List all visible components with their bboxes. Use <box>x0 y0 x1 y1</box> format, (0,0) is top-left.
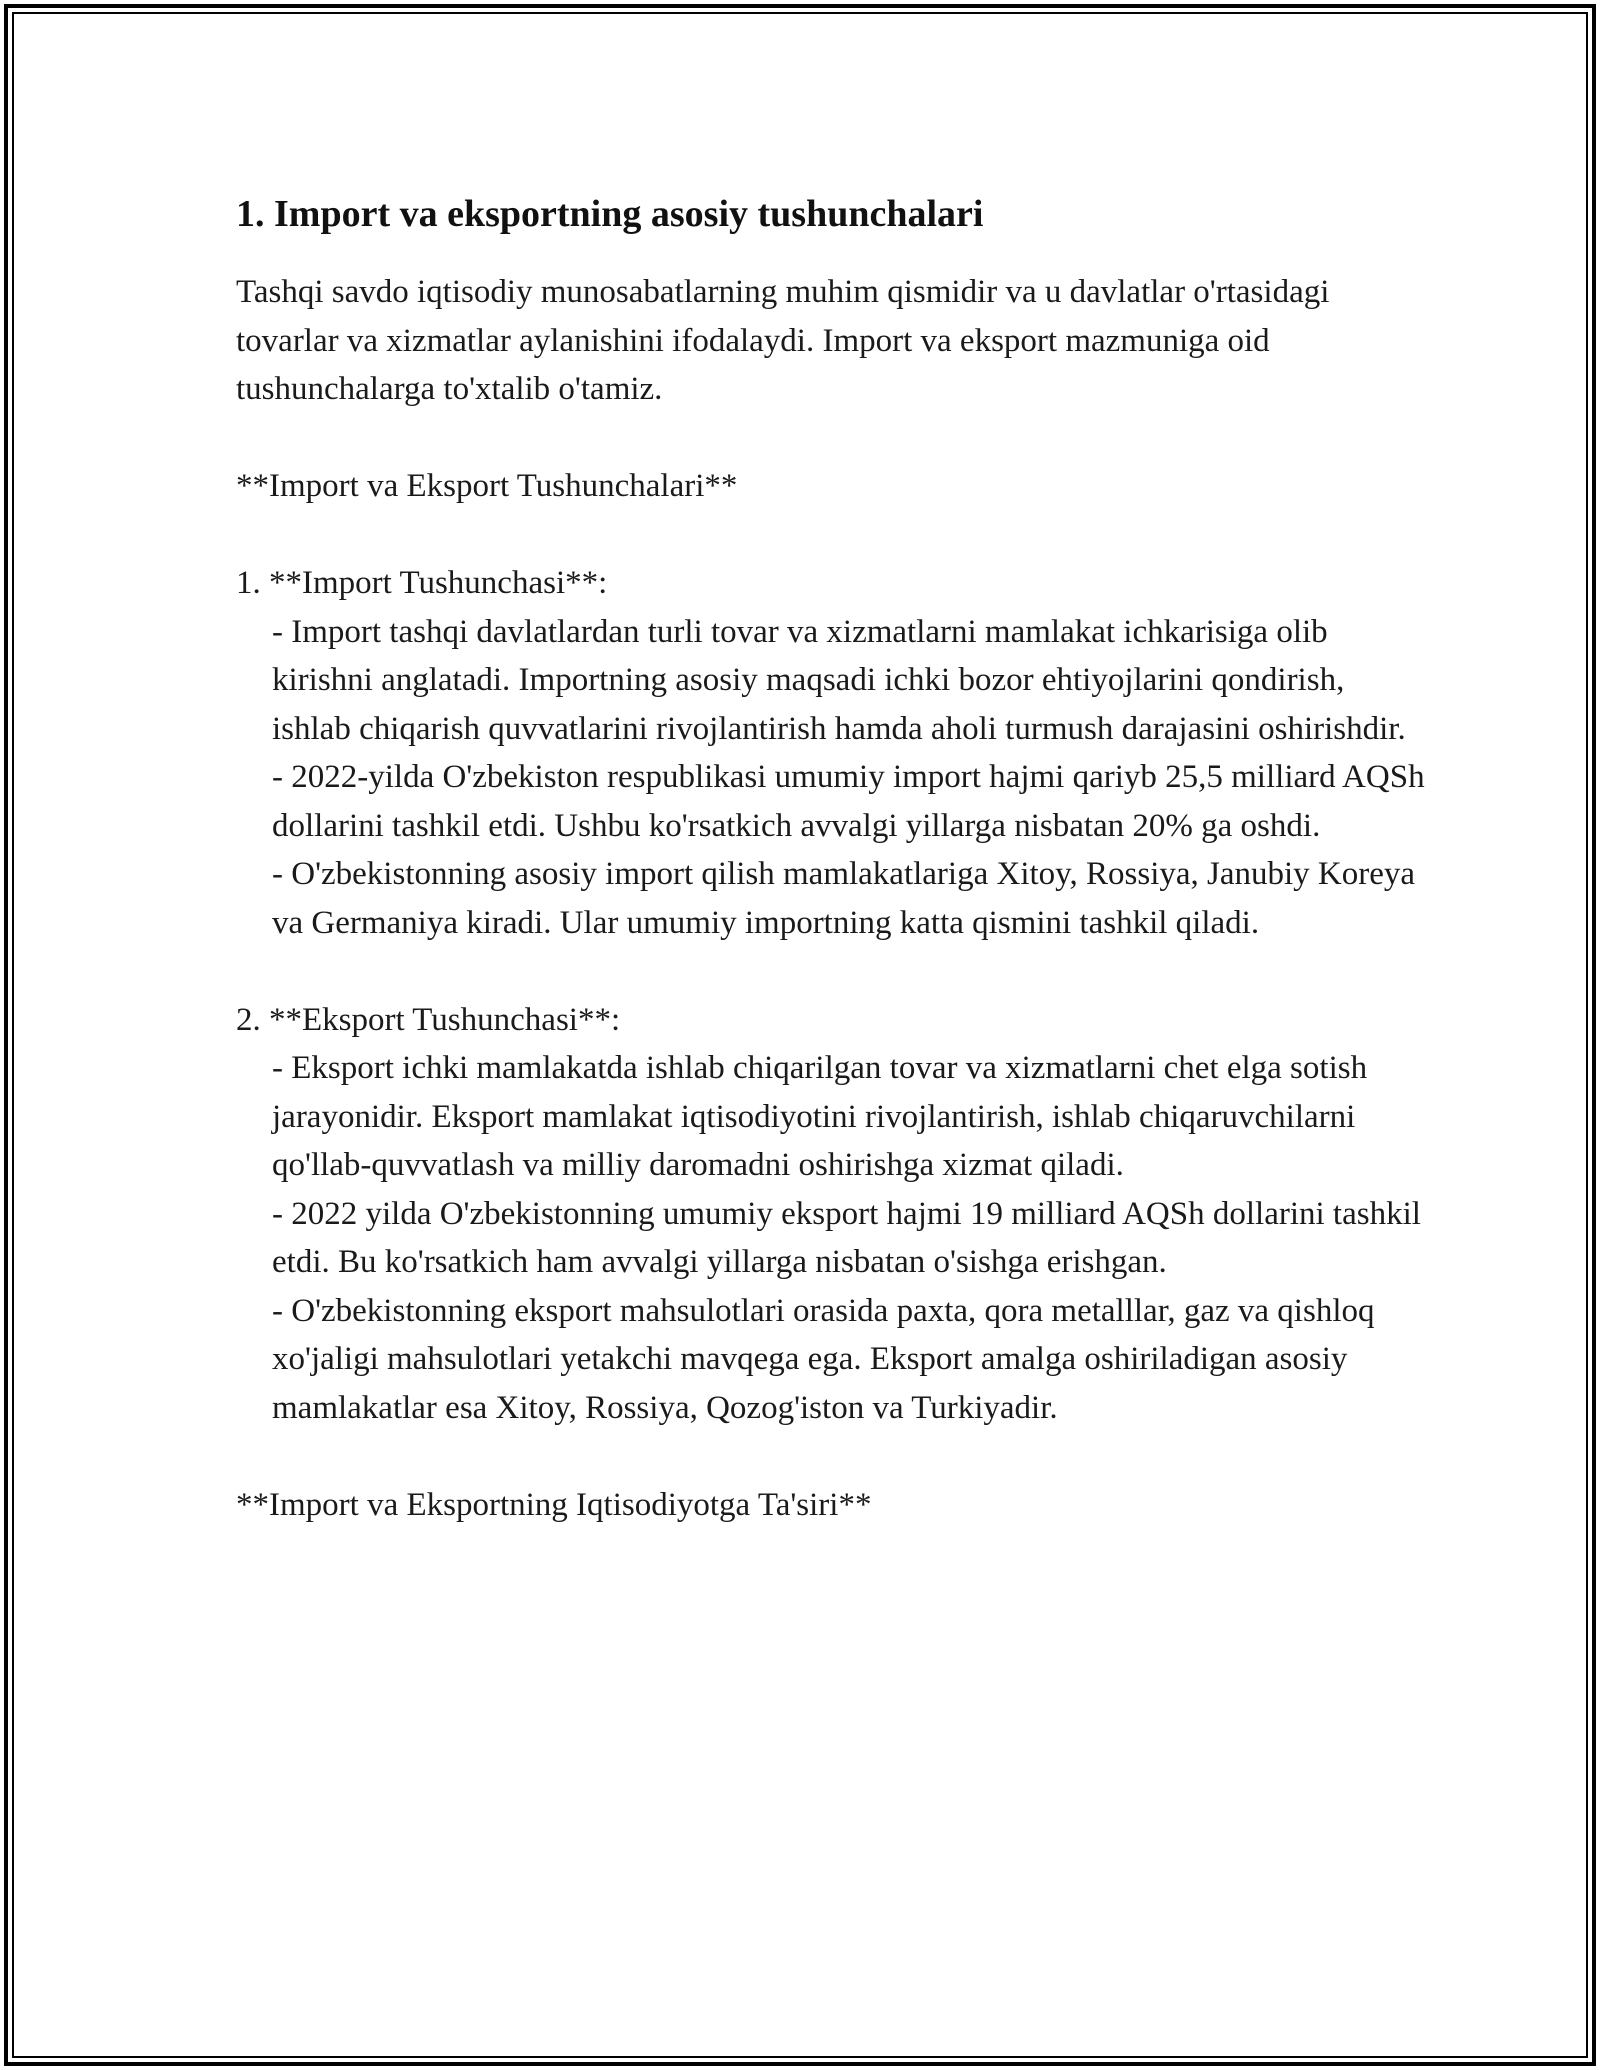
import-title: 1. **Import Tushunchasi**: <box>236 565 608 601</box>
export-title: 2. **Eksport Tushunchasi**: <box>236 1001 621 1038</box>
document-body <box>236 186 1433 1529</box>
intro-paragraph: Tashqi savdo iqtisodiy munosabatlarning muhim qismidir va u davlatlar o'rtasidagi tovarlar va xizmatlar aylanishini ifodalaydi. Import va eksport mazmuniga oid tushunchalarga to'xtalib o'tamiz. <box>236 274 1338 407</box>
export-item: - O'zbekistonning eksport mahsulotlari orasida paxta, qora metalllar, gaz va qishloq xo'jaligi mahsulotlari yetakchi mavqega ega. Eksport amalga oshiriladigan asosiy mamlakatlar esa Xitoy, Rossiya, Qozog'iston va Turkiyadir. <box>272 1292 1383 1426</box>
export-item: - 2022 yilda O'zbekistonning umumiy eksport hajmi 19 milliard AQSh dollarini tashkil etdi. Bu ko'rsatkich ham avvalgi yillarga nisbatan o'sishga erishgan. <box>272 1195 1430 1280</box>
import-item: - O'zbekistonning asosiy import qilish mamlakatlariga Xitoy, Rossiya, Janubiy Koreya va Germaniya kiradi. Ular umumiy importning katta qismini tashkil qiladi. <box>272 856 1424 941</box>
page-heading: 1. Import va eksportning asosiy tushunchalari <box>236 193 984 235</box>
section-title: **Import va Eksport Tushunchalari** <box>236 468 738 504</box>
import-item: - Import tashqi davlatlardan turli tovar va xizmatlarni mamlakat ichkarisiga olib kirishni anglatadi. Importning asosiy maqsadi ichki bozor ehtiyojlarini qondirish, ishlab chiqarish quvvatlarini rivojlantirish hamda aholi turmush darajasini oshirishdir. <box>272 613 1406 747</box>
import-item: - 2022-yilda O'zbekiston respublikasi umumiy import hajmi qariyb 25,5 milliard AQSh dollarini tashkil etdi. Ushbu ko'rsatkich avvalgi yillarga nisbatan 20% ga oshdi. <box>272 759 1433 844</box>
closing-title: **Import va Eksportning Iqtisodiyotga Ta'siri** <box>236 1486 872 1523</box>
export-item: - Eksport ichki mamlakatda ishlab chiqarilgan tovar va xizmatlarni chet elga sotish jarayonidir. Eksport mamlakat iqtisodiyotini rivojlantirish, ishlab chiqaruvchilarni qo'llab-quvvatlash va milliy daromadni oshirishga xizmat qiladi. <box>272 1050 1376 1183</box>
